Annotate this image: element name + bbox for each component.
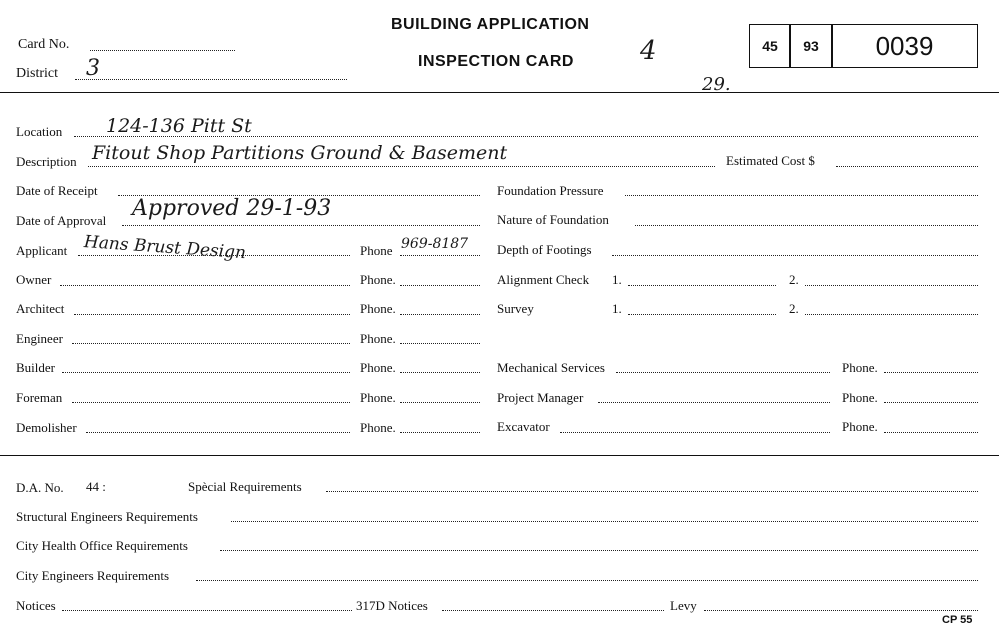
project-manager-label: Project Manager [497,390,584,405]
mech-services-label: Mechanical Services [497,360,605,375]
date-approval-field[interactable] [122,225,480,226]
depth-footings-field[interactable] [612,255,978,256]
alignment-check-label: Alignment Check [497,272,590,287]
survey-field-1[interactable] [628,314,776,315]
estimated-cost-field[interactable] [836,166,978,167]
form-code: CP 55 [942,614,973,626]
health-label: City Health Office Requirements [16,538,188,553]
da-no-label: D.A. No. [16,480,64,495]
applicant-phone-value: 969-8187 [401,236,469,252]
survey-field-2[interactable] [805,314,978,315]
card-number-box: 0039 [831,24,978,68]
notices-317d-label: 317D Notices [356,598,428,613]
date-approval-value: Approved 29-1-93 [132,196,332,221]
architect-phone-field[interactable] [400,314,480,315]
applicant-label: Applicant [16,243,68,258]
demolisher-field[interactable] [86,432,350,433]
nature-foundation-field[interactable] [635,225,978,226]
survey-num1: 1. [612,301,622,316]
requirements-divider [0,455,999,456]
excavator-phone-label: Phone. [842,419,878,434]
owner-phone-field[interactable] [400,285,480,286]
levy-field[interactable] [704,610,978,611]
district-field[interactable] [75,79,347,80]
applicant-phone-label: Phone [360,243,393,258]
date-receipt-label: Date of Receipt [16,183,98,198]
notices-field[interactable] [62,610,352,611]
engineer-field[interactable] [72,343,350,344]
architect-phone-label: Phone. [360,301,396,316]
health-field[interactable] [220,550,978,551]
demolisher-phone-label: Phone. [360,420,396,435]
code-box-b: 93 [789,24,833,68]
foreman-phone-field[interactable] [400,402,480,403]
hand-number: 4 [640,36,657,66]
excavator-label: Excavator [497,419,550,434]
architect-field[interactable] [74,314,350,315]
engineer-phone-label: Phone. [360,331,396,346]
survey-label: Survey [497,301,534,316]
form-title-line2: INSPECTION CARD [418,53,574,70]
engineer-phone-field[interactable] [400,343,480,344]
owner-field[interactable] [60,285,350,286]
pm-phone-field[interactable] [884,402,978,403]
owner-label: Owner [16,272,52,287]
structural-label: Structural Engineers Requirements [16,509,198,524]
excavator-phone-field[interactable] [884,432,978,433]
alignment-field-2[interactable] [805,285,978,286]
applicant-value: Hans Brust Design [83,232,247,264]
survey-num2: 2. [789,301,799,316]
district-label: District [16,66,58,81]
depth-footings-label: Depth of Footings [497,242,592,257]
foundation-pressure-label: Foundation Pressure [497,183,604,198]
mech-services-field[interactable] [616,372,830,373]
nature-foundation-label: Nature of Foundation [497,212,609,227]
city-engineers-field[interactable] [196,580,978,581]
builder-label: Builder [16,360,55,375]
builder-field[interactable] [62,372,350,373]
owner-phone-label: Phone. [360,272,396,287]
project-manager-field[interactable] [598,402,830,403]
levy-label: Levy [670,598,697,613]
description-value: Fitout Shop Partitions Ground & Basement [92,142,508,164]
form-title-line1: BUILDING APPLICATION [391,16,590,33]
alignment-field-1[interactable] [628,285,776,286]
header-divider [0,92,999,93]
city-engineers-label: City Engineers Requirements [16,568,170,583]
estimated-cost-label: Estimated Cost $ [726,153,815,168]
demolisher-label: Demolisher [16,420,77,435]
pm-phone-label: Phone. [842,390,878,405]
foreman-label: Foreman [16,390,63,405]
mech-phone-label: Phone. [842,360,878,375]
foreman-field[interactable] [72,402,350,403]
code-box-a: 45 [749,24,791,68]
location-label: Location [16,124,63,139]
notices-label: Notices [16,598,56,613]
mech-phone-field[interactable] [884,372,978,373]
architect-label: Architect [16,301,65,316]
foundation-pressure-field[interactable] [625,195,978,196]
structural-field[interactable] [231,521,978,522]
applicant-phone-field[interactable] [400,255,480,256]
builder-phone-field[interactable] [400,372,480,373]
card-no-field[interactable] [90,50,235,51]
alignment-num1: 1. [612,272,622,287]
builder-phone-label: Phone. [360,360,396,375]
description-field[interactable] [88,166,715,167]
demolisher-phone-field[interactable] [400,432,480,433]
description-label: Description [16,154,77,169]
excavator-field[interactable] [560,432,830,433]
special-requirements-field[interactable] [326,491,978,492]
margin-note: 29. [702,74,731,95]
district-value: 3 [86,56,100,81]
foreman-phone-label: Phone. [360,390,396,405]
alignment-num2: 2. [789,272,799,287]
da-no-value: 44 : [86,479,106,494]
location-value: 124-136 Pitt St [106,115,252,137]
notices-317d-field[interactable] [442,610,664,611]
special-requirements-label: Spècial Requirements [188,479,302,494]
card-no-label: Card No. [18,37,70,52]
date-approval-label: Date of Approval [16,213,107,228]
engineer-label: Engineer [16,331,63,346]
